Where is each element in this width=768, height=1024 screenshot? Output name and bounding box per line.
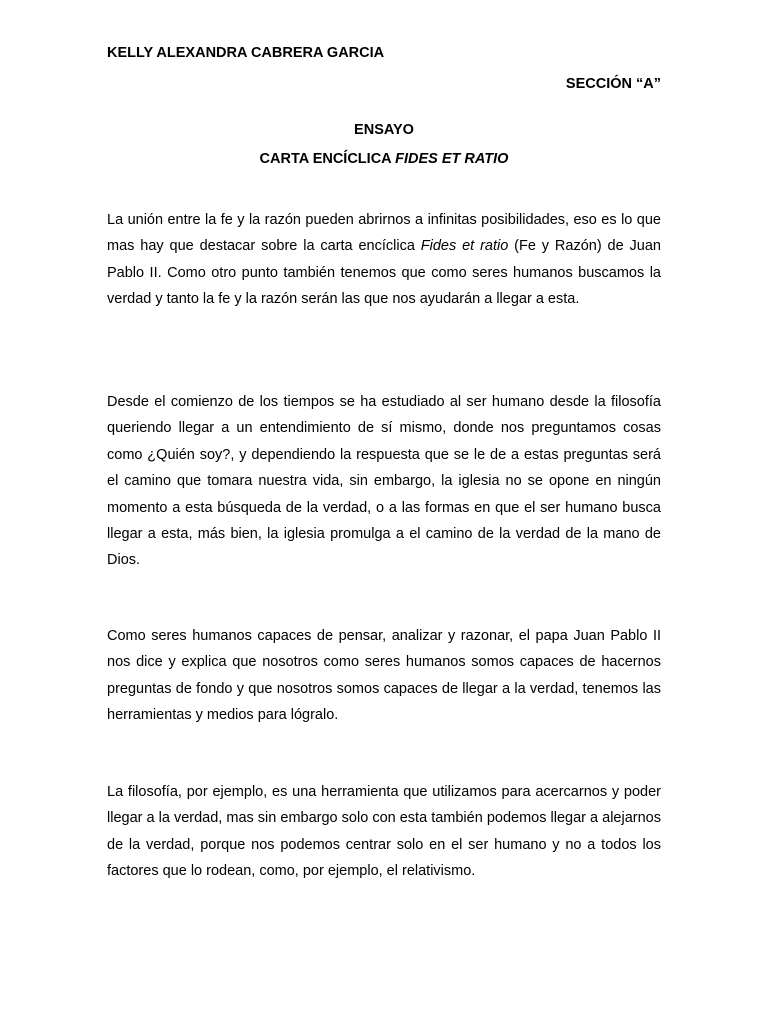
paragraph-1-italic: Fides et ratio	[420, 238, 509, 255]
paragraph-1	[107, 207, 661, 313]
document-subtitle	[107, 151, 661, 167]
section-label: SECCIÓN “A”	[565, 76, 661, 92]
paragraph-4: La filosofía, por ejemplo, es una herramienta que utilizamos para acercarnos y poder llegar a la verdad, mas sin embargo solo con esta también podemos llegar a alejarnos de la verdad, porque nos podemos centrar solo en el ser humano y no a todos los factores que lo rodean, como, por ejemplo, el relativismo.	[107, 784, 661, 880]
paragraph-2: Desde el comienzo de los tiempos se ha estudiado al ser humano desde la filosofía queriendo llegar a un entendimiento de sí mismo, donde nos preguntamos cosas como ¿Quién soy?, y dependiendo la respuesta que se le de a estas preguntas será el camino que tomara nuestra vida, sin embargo, la iglesia no se opone en ningún momento a esta búsqueda de la verdad, o a las formas en que el ser humano busca llegar a esta, más bien, la iglesia promulga a el camino de la verdad de la mano de Dios.	[107, 394, 661, 569]
subtitle-italic: FIDES ET RATIO	[395, 151, 509, 167]
subtitle-prefix: CARTA ENCÍCLICA	[259, 151, 396, 167]
paragraph-1-part-2: (Fe y Razón) de Juan Pablo II. Como otro punto también tenemos que como seres humanos buscamos la verdad y tanto la fe y la razón serán las que nos ayudarán a llegar a esta.	[107, 238, 661, 308]
paragraph-3: Como seres humanos capaces de pensar, analizar y razonar, el papa Juan Pablo II nos dice y explica que nosotros como seres humanos somos capaces de hacernos preguntas de fondo y que nosotros somos capaces de llegar a la verdad, tenemos las herramientas y medios para lógralo.	[107, 628, 661, 724]
document-title: ENSAYO	[354, 122, 414, 138]
author-name: KELLY ALEXANDRA CABRERA GARCIA	[107, 45, 385, 61]
paragraph-1-part-1: La unión entre la fe y la razón pueden abrirnos a infinitas posibilidades, eso es lo que mas hay que destacar sobre la carta encíclica	[107, 212, 661, 255]
